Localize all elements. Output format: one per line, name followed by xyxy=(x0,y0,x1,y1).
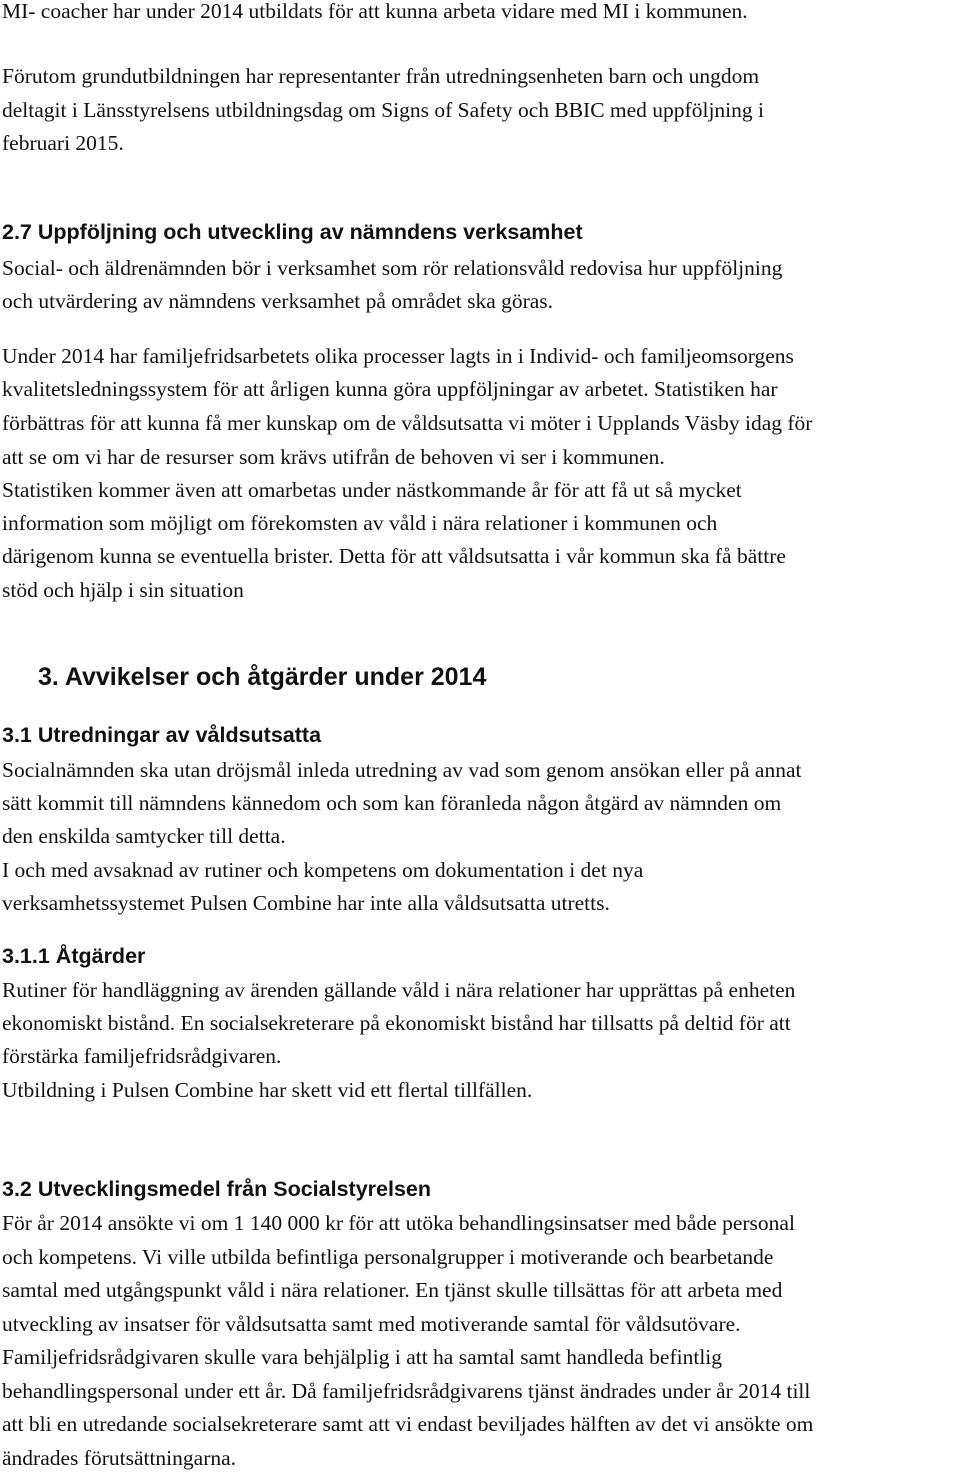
body-line: I och med avsaknad av rutiner och kompetens om dokumentation i det nya xyxy=(2,858,644,882)
body-line: och utvärdering av nämndens verksamhet på området ska göras. xyxy=(2,289,554,313)
body-line: Rutiner för handläggning av ärenden gällande våld i nära relationer har upprättas på enheten xyxy=(2,978,796,1002)
section-heading-2-7: 2.7 Uppföljning och utveckling av nämndens verksamhet xyxy=(2,220,583,244)
section-heading-3-2: 3.2 Utvecklingsmedel från Socialstyrelsen xyxy=(2,1177,432,1201)
body-line: Social- och äldrenämnden bör i verksamhet som rör relationsvåld redovisa hur uppföljning xyxy=(2,256,783,280)
body-line: verksamhetssystemet Pulsen Combine har inte alla våldsutsatta utretts. xyxy=(2,891,610,915)
body-line: deltagit i Länsstyrelsens utbildningsdag om Signs of Safety och BBIC med uppföljning i xyxy=(2,98,764,122)
section-heading-3-1-1: 3.1.1 Åtgärder xyxy=(2,944,146,968)
body-line: Under 2014 har familjefridsarbetets olika processer lagts in i Individ- och familjeomsorgens xyxy=(2,344,794,368)
body-line: information som möjligt om förekomsten av våld i nära relationer i kommunen och xyxy=(2,511,718,535)
body-line: förbättras för att kunna få mer kunskap om de våldsutsatta vi möter i Upplands Väsby idag för xyxy=(2,411,813,435)
body-line: Förutom grundutbildningen har representanter från utredningsenheten barn och ungdom xyxy=(2,64,760,88)
body-line: därigenom kunna se eventuella brister. Detta för att våldsutsatta i vår kommun ska få bättre xyxy=(2,544,786,568)
body-line: ekonomiskt bistånd. En socialsekreterare på ekonomiskt bistånd har tillsatts på deltid för att xyxy=(2,1011,791,1035)
body-line: att bli en utredande socialsekreterare samt att vi endast beviljades hälften av det vi ansökte om xyxy=(2,1412,814,1436)
body-line: stöd och hjälp i sin situation xyxy=(2,578,244,602)
body-line: utveckling av insatser för våldsutsatta samt med motiverande samtal för våldsutövare. xyxy=(2,1312,741,1336)
body-line: den enskilda samtycker till detta. xyxy=(2,824,286,848)
body-line: sätt kommit till nämndens kännedom och som kan föranleda någon åtgärd av nämnden om xyxy=(2,791,782,815)
body-line: samtal med utgångspunkt våld i nära relationer. En tjänst skulle tillsättas för att arbeta med xyxy=(2,1278,783,1302)
body-line: MI- coacher har under 2014 utbildats för att kunna arbeta vidare med MI i kommunen. xyxy=(2,0,748,23)
body-line: Statistiken kommer även att omarbetas under nästkommande år för att få ut så mycket xyxy=(2,478,742,502)
body-line: februari 2015. xyxy=(2,131,124,155)
body-line: behandlingspersonal under ett år. Då familjefridsrådgivarens tjänst ändrades under år 2014 till xyxy=(2,1379,811,1403)
body-line: För år 2014 ansökte vi om 1 140 000 kr för att utöka behandlingsinsatser med både personal xyxy=(2,1211,795,1235)
body-line: Socialnämnden ska utan dröjsmål inleda utredning av vad som genom ansökan eller på annat xyxy=(2,758,802,782)
body-line: ändrades förutsättningarna. xyxy=(2,1446,237,1470)
body-line: kvalitetsledningssystem för att årligen kunna göra uppföljningar av arbetet. Statistiken har xyxy=(2,377,778,401)
body-line: och kompetens. Vi ville utbilda befintliga personalgrupper i motiverande och bearbetande xyxy=(2,1245,774,1269)
body-line: Familjefridsrådgivaren skulle vara behjälplig i att ha samtal samt handleda befintlig xyxy=(2,1345,723,1369)
body-line: förstärka familjefridsrådgivaren. xyxy=(2,1044,282,1068)
body-line: Utbildning i Pulsen Combine har skett vid ett flertal tillfällen. xyxy=(2,1078,533,1102)
section-heading-3: 3. Avvikelser och åtgärder under 2014 xyxy=(38,663,487,691)
section-heading-3-1: 3.1 Utredningar av våldsutsatta xyxy=(2,723,322,747)
body-line: att se om vi har de resurser som krävs utifrån de behoven vi ser i kommunen. xyxy=(2,445,665,469)
